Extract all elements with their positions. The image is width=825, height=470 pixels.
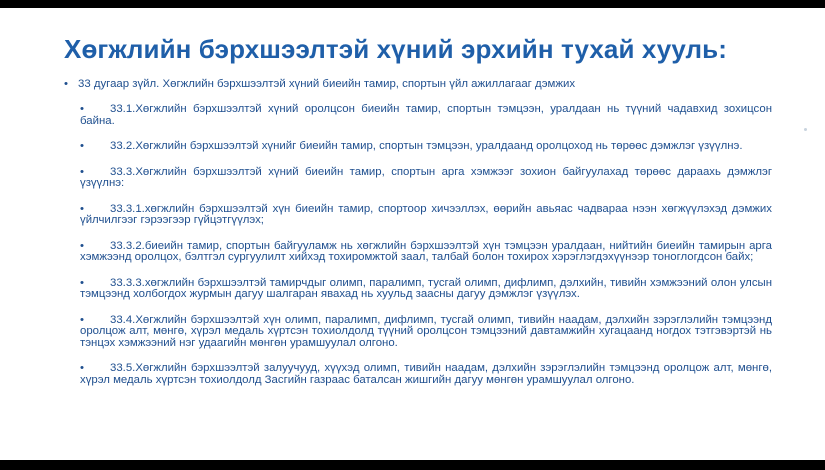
list-item-33-1 <box>80 104 772 127</box>
list-item-33-3 <box>80 167 772 190</box>
list-item-text: 33.3.2.биеийн тамир, спортын байгууламж нь хөгжлийн бэрхшээлтэй хүн тэмцээн уралдаан, нийтийн биеийн тамирын арга хэмжээнд оролцох, бэлтгэл сургуулилт хийхэд тохиромжтой заал, талбай болон тохирох хэрэглэгдэхүүнээр тоноглогдсон байх; <box>80 239 772 263</box>
sub-list <box>80 104 772 400</box>
list-item-text: 33.1.Хөгжлийн бэрхшээлтэй хүний оролцсон биеийн тамир, спортын тэмцээн, уралдаан нь түүний чадавхид зохицсон байна. <box>80 103 772 127</box>
bullet: • <box>80 362 84 374</box>
list-item-33-2 <box>80 141 772 153</box>
main-list-item <box>64 78 784 90</box>
bullet: • <box>80 140 84 152</box>
bullet: • <box>64 78 68 90</box>
slide-title: Хөгжлийн бэрхшээлтэй хүний эрхийн тухай хууль: <box>64 34 727 64</box>
decorative-dot <box>804 128 807 131</box>
list-item-text: 33.3.1.хөгжлийн бэрхшээлтэй хүн биеийн тамир, спортоор хичээллэх, өөрийн авьяас чадвараа нээн хөгжүүлэхэд дэмжих үйлчилгээг гэрээгээр гүйцэтгүүлэх; <box>80 202 772 226</box>
bullet: • <box>80 239 84 252</box>
bullet: • <box>80 103 84 115</box>
list-item-text: 33.5.Хөгжлийн бэрхшээлтэй залуучууд, хүүхэд олимп, тивийн наадам, дэлхийн зэрэглэлийн тэмцээнд оролцож алт, мөнгө, хүрэл медаль хүртсэн тохиолдолд Засгийн газраас баталсан жишгийн дагуу мөнгөн урамшуулал олгоно. <box>80 362 772 386</box>
list-item-33-5 <box>80 363 772 386</box>
list-item-33-3-3 <box>80 278 772 301</box>
list-item-33-4 <box>80 315 772 350</box>
main-list-item-text: 33 дугаар зүйл. Хөгжлийн бэрхшээлтэй хүний биеийн тамир, спортын үйл ажиллагааг дэмжих <box>78 78 576 90</box>
list-item-text: 33.4.Хөгжлийн бэрхшээлтэй хүн олимп, паралимп, дифлимп, тусгай олимп, тивийн наадам, дэлхийн зэрэглэлийн тэмцээнд оролцож алт, мөнгө, хүрэл медаль хүртсэн тохиолдолд түүний оролцсон тэмцээний давтамжийн хугацаанд ногдох тэтгэвэртэй нь тэнцэх хэмжээний нэг удаагийн мөнгөн урамшуулал олгоно. <box>80 313 772 349</box>
bullet: • <box>80 202 84 215</box>
bullet: • <box>80 313 84 326</box>
list-item-33-3-1 <box>80 204 772 227</box>
slide <box>0 8 825 460</box>
list-item-text: 33.3.3.хөгжлийн бэрхшээлтэй тамирчдыг олимп, паралимп, тусгай олимп, дифлимп, дэлхийн, тивийн хэмжээний олон улсын тэмцээнд холбогдох журмын дагуу шалгаран явахад нь хуульд заасны дагуу дэмжлэг үзүүлэх. <box>80 276 772 300</box>
list-item-text: 33.3.Хөгжлийн бэрхшээлтэй хүний биеийн тамир, спортын арга хэмжээг зохион байгуулахад төрөөс дараахь дэмжлэг үзүүлнэ: <box>80 165 772 189</box>
list-item-text: 33.2.Хөгжлийн бэрхшээлтэй хүнийг биеийн тамир, спортын тэмцээн, уралдаанд оролцоход нь төрөөс дэмжлэг үзүүлнэ. <box>110 140 743 152</box>
bullet: • <box>80 165 84 178</box>
list-item-33-3-2 <box>80 241 772 264</box>
bullet: • <box>80 276 84 289</box>
